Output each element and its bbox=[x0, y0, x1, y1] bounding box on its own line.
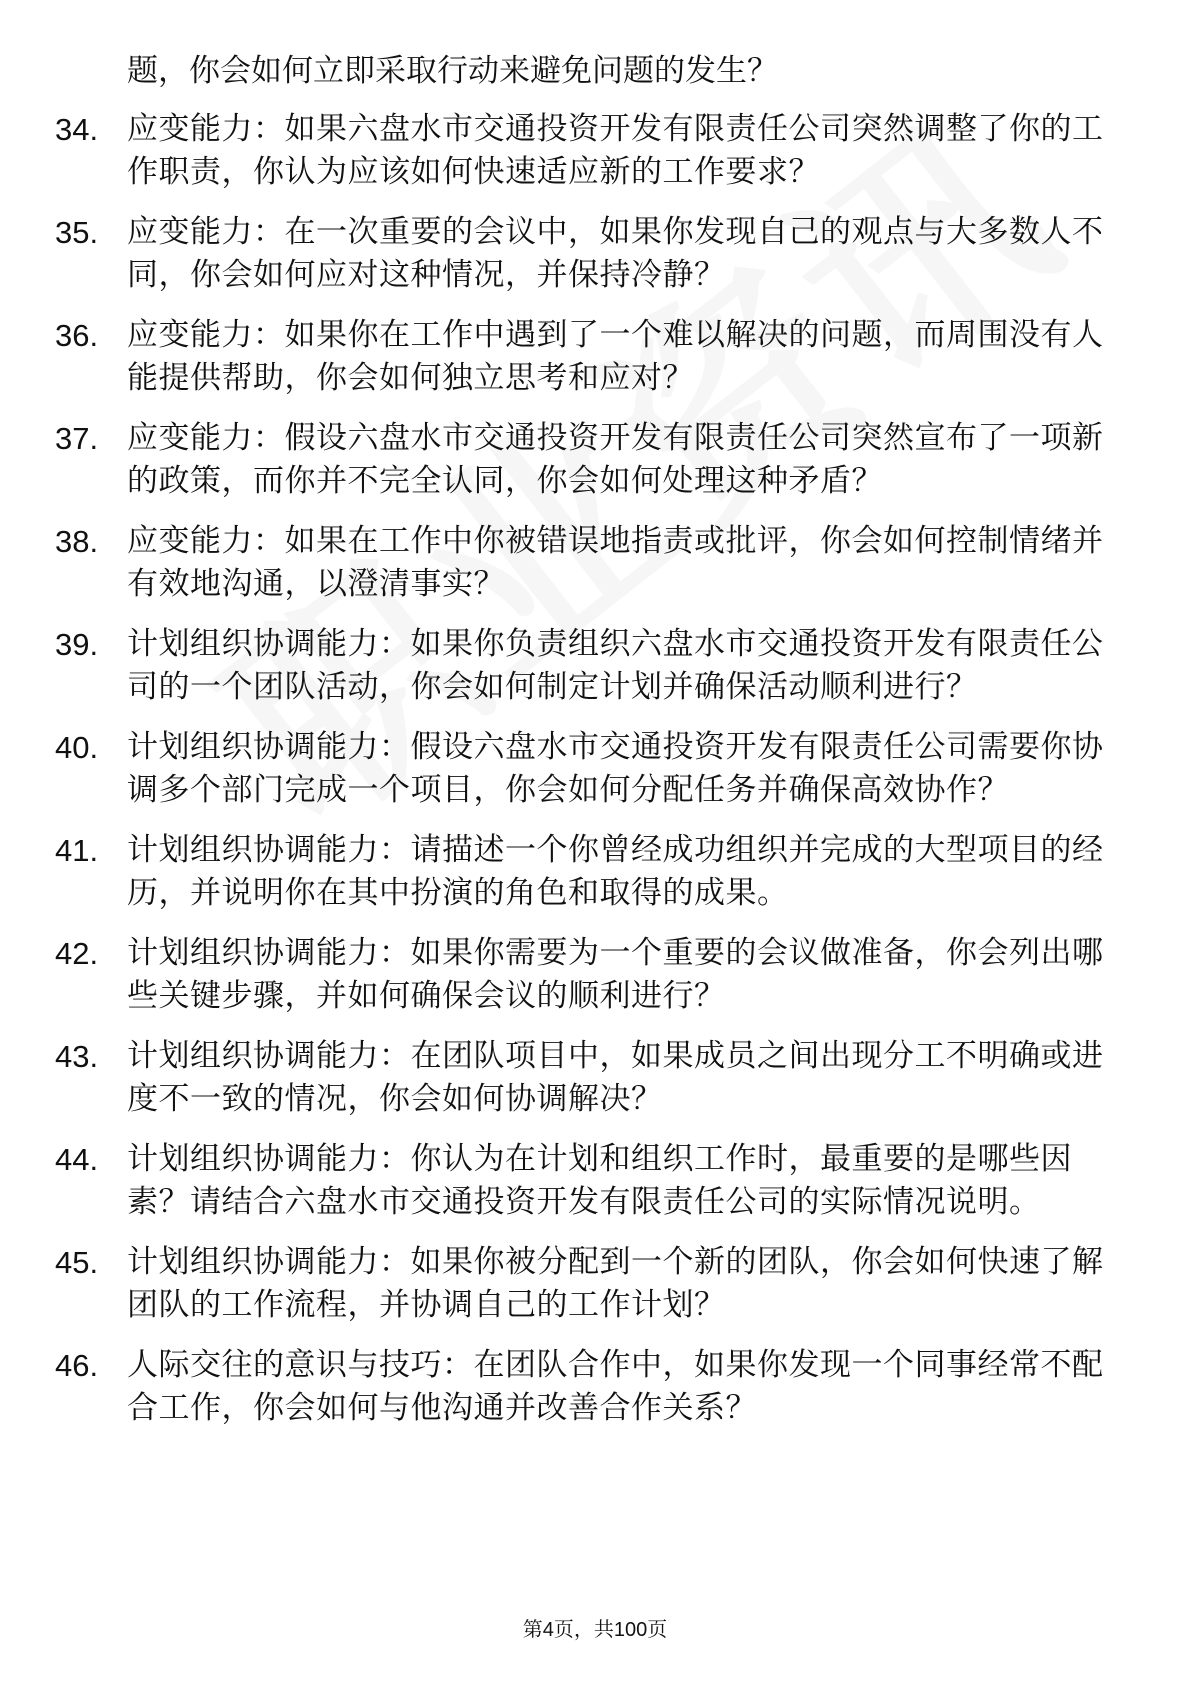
question-text: 应变能力：假设六盘水市交通投资开发有限责任公司突然宣布了一项新的政策，而你并不完全认同，你会如何处理这种矛盾？ bbox=[127, 420, 1104, 499]
question-item bbox=[0, 623, 1190, 709]
question-number: 40. bbox=[55, 730, 99, 765]
question-text: 计划组织协调能力：请描述一个你曾经成功组织并完成的大型项目的经历，并说明你在其中扮演的角色和取得的成果。 bbox=[127, 832, 1104, 911]
question-item bbox=[0, 932, 1190, 1018]
question-number: 41. bbox=[55, 833, 99, 868]
question-item bbox=[0, 1035, 1190, 1121]
question-item bbox=[0, 1344, 1190, 1430]
question-number: 42. bbox=[55, 936, 99, 971]
question-item bbox=[0, 211, 1190, 297]
question-number: 36. bbox=[55, 318, 99, 353]
question-text: 计划组织协调能力：如果你被分配到一个新的团队，你会如何快速了解团队的工作流程，并协调自己的工作计划？ bbox=[127, 1244, 1104, 1323]
question-text: 人际交往的意识与技巧：在团队合作中，如果你发现一个同事经常不配合工作，你会如何与他沟通并改善合作关系？ bbox=[127, 1347, 1104, 1426]
question-list bbox=[0, 108, 1190, 1447]
question-item bbox=[0, 314, 1190, 400]
question-item bbox=[0, 520, 1190, 606]
question-number: 46. bbox=[55, 1348, 99, 1383]
question-item bbox=[0, 108, 1190, 194]
continued-question-text: 题，你会如何立即采取行动来避免问题的发生？ bbox=[127, 53, 778, 89]
question-number: 35. bbox=[55, 215, 99, 250]
question-number: 39. bbox=[55, 627, 99, 662]
question-item bbox=[0, 1138, 1190, 1224]
question-text: 计划组织协调能力：如果你负责组织六盘水市交通投资开发有限责任公司的一个团队活动，你会如何制定计划并确保活动顺利进行？ bbox=[127, 626, 1104, 705]
question-text: 应变能力：如果六盘水市交通投资开发有限责任公司突然调整了你的工作职责，你认为应该如何快速适应新的工作要求？ bbox=[127, 111, 1104, 190]
question-text: 应变能力：在一次重要的会议中，如果你发现自己的观点与大多数人不同，你会如何应对这种情况，并保持冷静？ bbox=[127, 214, 1104, 293]
question-text: 应变能力：如果在工作中你被错误地指责或批评，你会如何控制情绪并有效地沟通，以澄清事实？ bbox=[127, 523, 1104, 602]
question-number: 38. bbox=[55, 524, 99, 559]
question-number: 45. bbox=[55, 1245, 99, 1280]
question-item bbox=[0, 726, 1190, 812]
question-item bbox=[0, 829, 1190, 915]
question-item bbox=[0, 417, 1190, 503]
question-text: 计划组织协调能力：你认为在计划和组织工作时，最重要的是哪些因素？请结合六盘水市交通投资开发有限责任公司的实际情况说明。 bbox=[127, 1141, 1072, 1220]
question-number: 44. bbox=[55, 1142, 99, 1177]
question-number: 34. bbox=[55, 112, 99, 147]
question-number: 43. bbox=[55, 1039, 99, 1074]
question-text: 计划组织协调能力：在团队项目中，如果成员之间出现分工不明确或进度不一致的情况，你会如何协调解决？ bbox=[127, 1038, 1104, 1117]
question-text: 计划组织协调能力：如果你需要为一个重要的会议做准备，你会列出哪些关键步骤，并如何确保会议的顺利进行？ bbox=[127, 935, 1104, 1014]
question-text: 应变能力：如果你在工作中遇到了一个难以解决的问题，而周围没有人能提供帮助，你会如何独立思考和应对？ bbox=[127, 317, 1104, 396]
page-footer: 第4页，共100页 bbox=[522, 1619, 668, 1641]
question-number: 37. bbox=[55, 421, 99, 456]
question-item bbox=[0, 1241, 1190, 1327]
question-text: 计划组织协调能力：假设六盘水市交通投资开发有限责任公司需要你协调多个部门完成一个项目，你会如何分配任务并确保高效协作？ bbox=[127, 729, 1104, 808]
